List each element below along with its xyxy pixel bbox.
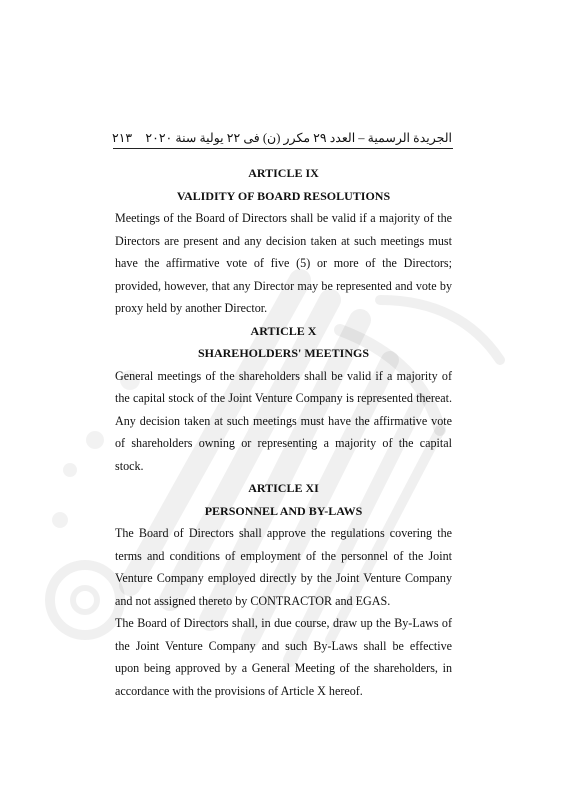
page-number: ٢١٣ (112, 131, 133, 145)
article-number: ARTICLE XI (248, 481, 319, 495)
article-title: PERSONNEL AND BY-LAWS (204, 503, 363, 518)
page-header (112, 126, 452, 148)
article-title: SHAREHOLDERS' MEETINGS (197, 346, 370, 360)
article-number: ARTICLE IX (248, 166, 319, 180)
article-ix (115, 162, 452, 320)
article-paragraph: Meetings of the Board of Directors shall be valid if a majority of the Directors are present and any decision taken at such meetings must have the affirmative vote of five (5) or more of the Directors; provided, however, that any Director may be represented and vote by proxy held by another Director. (115, 211, 452, 315)
article-title: VALIDITY OF BOARD RESOLUTIONS (176, 188, 391, 203)
article-paragraph: General meetings of the shareholders shall be valid if a majority of the capital stock of the Joint Venture Company is represented thereat. Any decision taken at such meetings must have the affirmative vote of shareholders owning or representing a majority of the capital stock. (115, 368, 452, 473)
article-number: ARTICLE X (250, 323, 317, 338)
document-body (115, 162, 452, 702)
article-xi (115, 477, 452, 702)
header-rule (113, 148, 453, 149)
article-x (115, 320, 452, 478)
header-title: الجريدة الرسمية – العدد ٢٩ مكرر (ن) فى ٢٢ يولية سنة ٢٠٢٠ (145, 131, 452, 145)
article-paragraph: The Board of Directors shall approve the regulations covering the terms and conditions of employment of the personnel of the Joint Venture Company employed directly by the Joint Venture Company and not assigned thereto by CONTRACTOR and EGAS. (115, 526, 452, 608)
article-paragraph: The Board of Directors shall, in due course, draw up the By-Laws of the Joint Venture Company and such By-Laws shall be effective upon being approved by a General Meeting of the shareholders, in accordance with the provisions of Article X hereof. (115, 616, 452, 698)
